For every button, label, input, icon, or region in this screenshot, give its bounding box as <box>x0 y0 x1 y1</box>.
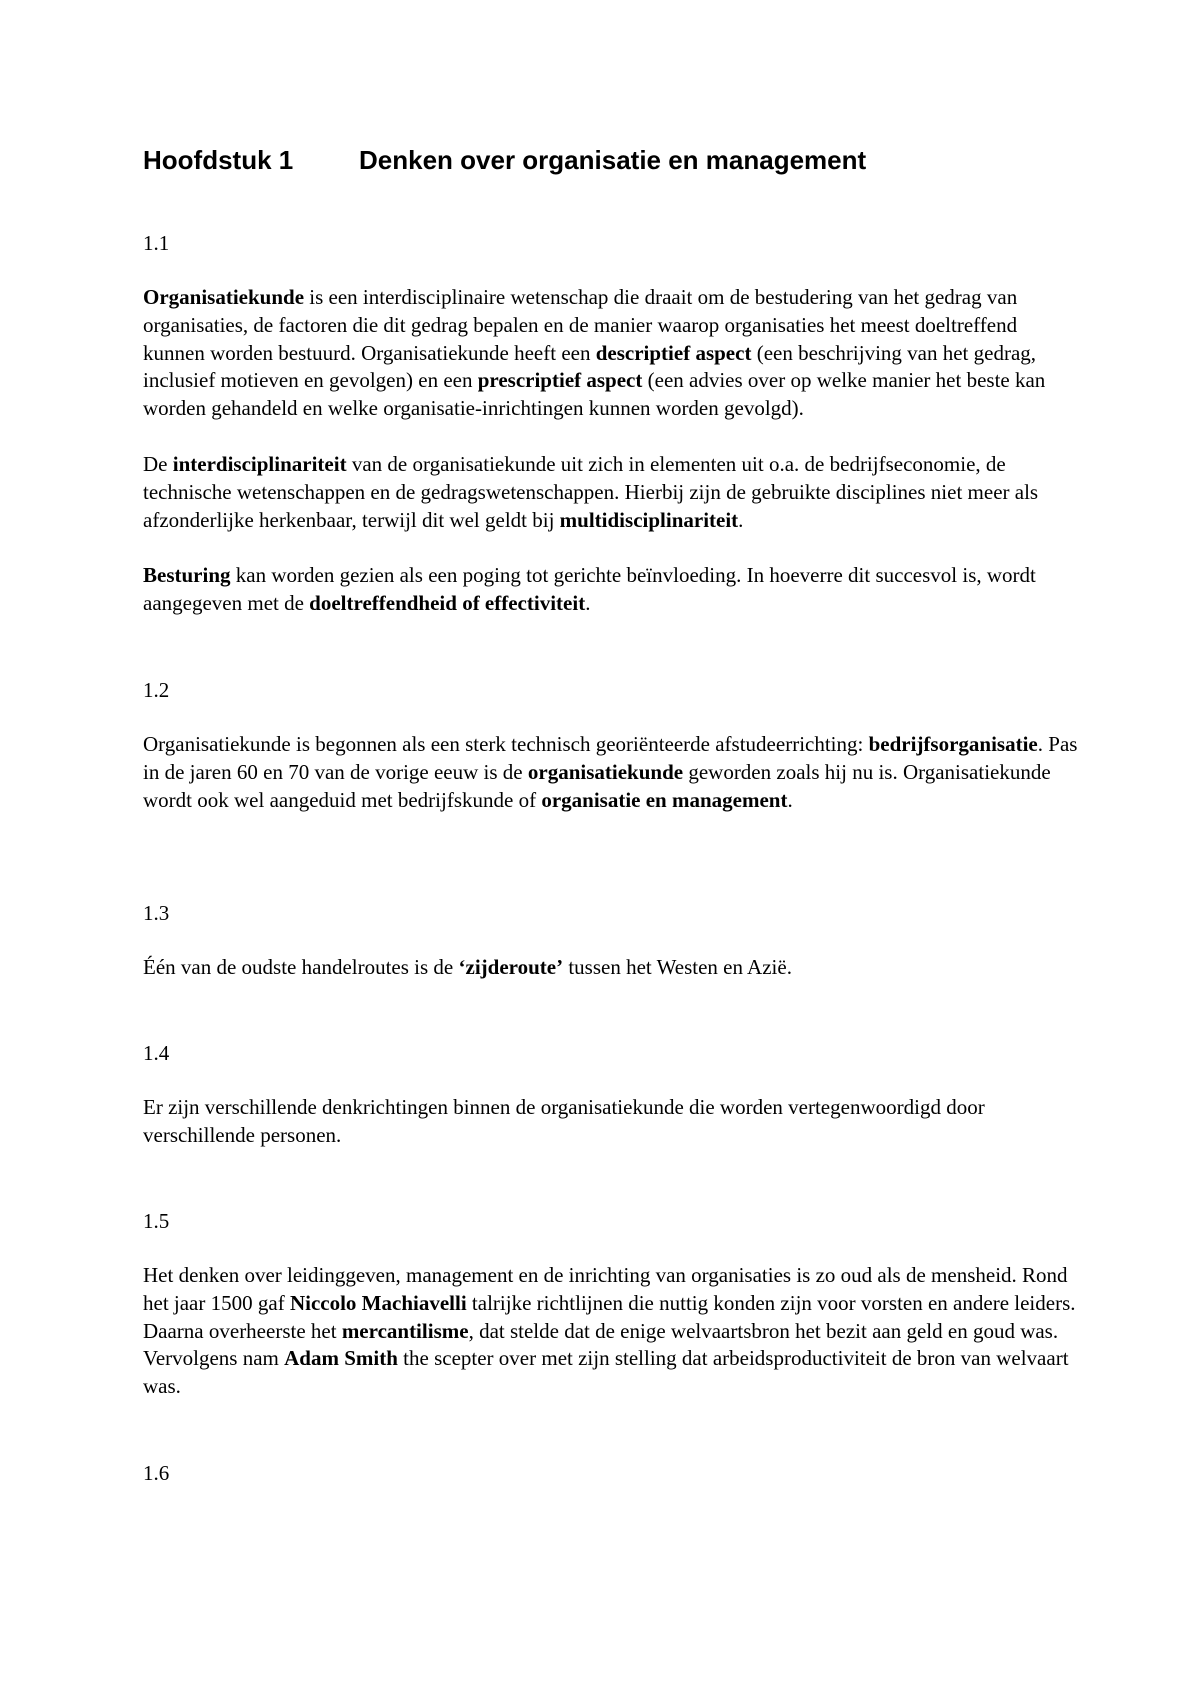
bold-term: descriptief aspect <box>595 340 752 365</box>
bold-term: Organisatiekunde <box>143 285 305 309</box>
chapter-title: Denken over organisatie en management <box>359 145 867 175</box>
text-run: . <box>585 590 591 615</box>
section-number: 1.5 <box>143 1209 170 1233</box>
text-run: Het denken over leidinggeven, management en de inrichting van organisaties is zo oud als de mensheid. Rond het jaar 1500 gaf <box>143 1263 1068 1315</box>
text-run: . <box>738 507 744 532</box>
text-run: De <box>143 452 173 476</box>
text-run: . Pas in de jaren 60 en 70 van de vorige eeuw is de <box>143 732 1078 784</box>
text-run: is een interdisciplinaire wetenschap die draait om de bestudering van het gedrag van organisaties, de factoren die dit gedrag bepalen en de manier waarop organisaties het meest doeltreffend kunnen worden bestuurd. Organisatiekunde heeft een <box>143 285 1018 365</box>
bold-term: Niccolo Machiavelli <box>289 1290 467 1315</box>
section-number: 1.4 <box>143 1041 170 1065</box>
bold-term: ‘zijderoute’ <box>458 955 564 979</box>
section-number: 1.2 <box>143 678 170 702</box>
bold-term: interdisciplinariteit <box>172 452 347 476</box>
text-run: (een advies over op welke manier het beste kan worden gehandeld en welke organisatie-inrichtingen kunnen worden gevolgd). <box>143 368 1046 421</box>
section-paragraph <box>143 451 1083 534</box>
bold-term: Besturing <box>143 563 231 587</box>
text-run: tussen het Westen en Azië. <box>563 955 792 979</box>
text-run: Één van de oudste handelroutes is de <box>143 955 459 979</box>
bold-term: mercantilisme <box>341 1318 469 1343</box>
chapter-heading <box>143 143 866 177</box>
text-run: (een beschrijving van het gedrag, inclusief motieven en gevolgen) en een <box>143 340 1037 393</box>
section-paragraph <box>143 562 1083 618</box>
text-run: Organisatiekunde is begonnen als een sterk technisch georiënteerde afstudeerrichting: <box>143 732 869 756</box>
text-run: Er zijn verschillende denkrichtingen binnen de organisatiekunde die worden vertegenwoordigd door verschillende personen. <box>143 1095 985 1147</box>
text-run: , dat stelde dat de enige welvaartsbron het bezit aan geld en goud was. Vervolgens nam <box>143 1318 1059 1371</box>
bold-term: prescriptief aspect <box>477 368 643 393</box>
text-run: kan worden gezien als een poging tot gerichte beïnvloeding. In hoeverre dit succesvol is, wordt aangegeven met de <box>143 563 1036 615</box>
bold-term: multidisciplinariteit <box>559 507 739 532</box>
bold-term: organisatiekunde <box>527 759 684 784</box>
chapter-number: Hoofdstuk 1 <box>143 145 294 175</box>
section-number: 1.3 <box>143 901 170 925</box>
bold-term: Adam Smith <box>284 1346 398 1371</box>
section-paragraph <box>143 731 1083 814</box>
bold-term: organisatie en management <box>541 787 788 812</box>
section-number: 1.6 <box>143 1461 170 1485</box>
section-paragraph <box>143 284 1083 423</box>
text-run: geworden zoals hij nu is. Organisatiekunde wordt ook wel aangeduid met bedrijfskunde of <box>143 759 1051 812</box>
bold-term: bedrijfsorganisatie <box>868 732 1038 756</box>
section-paragraph <box>143 954 1083 982</box>
text-run: the scepter over met zijn stelling dat arbeidsproductiviteit de bron van welvaart was. <box>143 1346 1069 1399</box>
text-run: talrijke richtlijnen die nuttig konden zijn voor vorsten en andere leiders. Daarna overheerste het <box>143 1290 1076 1343</box>
bold-term: doeltreffendheid of effectiviteit <box>309 590 586 615</box>
section-paragraph <box>143 1094 1083 1150</box>
section-number: 1.1 <box>143 231 170 255</box>
text-run: van de organisatiekunde uit zich in elementen uit o.a. de bedrijfseconomie, de technische wetenschappen en de gedragswetenschappen. Hierbij zijn de gebruikte disciplines niet meer als afzonderlijke herkenbaar, terwijl dit wel geldt bij <box>143 452 1039 532</box>
section-paragraph <box>143 1262 1083 1401</box>
text-run: . <box>787 787 793 812</box>
